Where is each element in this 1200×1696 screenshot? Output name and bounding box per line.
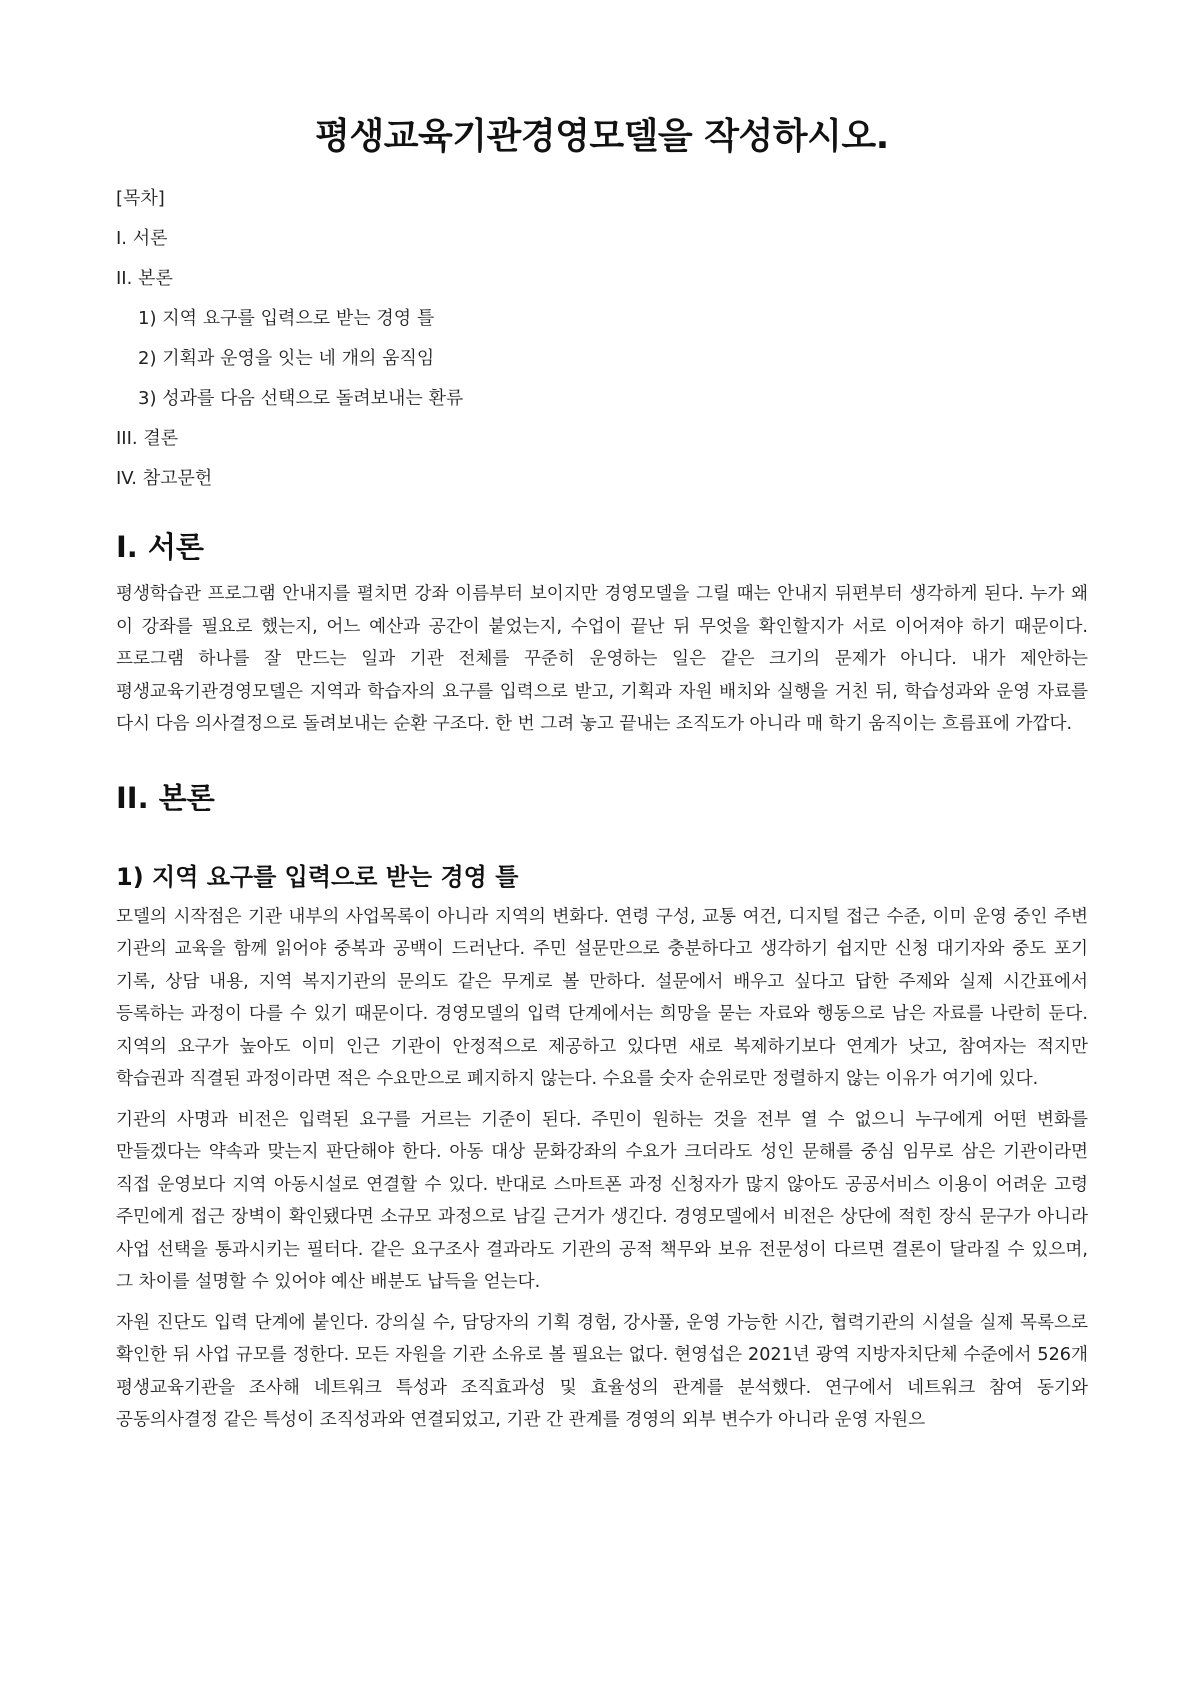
toc-item-section-2: 2) 기획과 운영을 잇는 네 개의 움직임 — [138, 348, 435, 369]
section-1-paragraph: 자원 진단도 입력 단계에 붙인다. 강의실 수, 담당자의 기획 경험, 강사풀, 운영 가능한 시간, 협력기관의 시설을 실제 목록으로 확인한 뒤 사업 규모를 정한다. 모든 자원을 기관 소유로 볼 필요는 없다. 현영섭은 2021년 광역 지방자치단체 수준에서 526개 평생교육기관을 조사해 네트워크 특성과 조직효과성 및 효율성의 관계를 분석했다. 연구에서 네트워크 참여 동기와 공동의사결정 같은 특성이 조직성과와 연결되었고, 기관 간 관계를 경영의 외부 변수가 아니라 운영 자원으 — [116, 1312, 1088, 1430]
toc-item-section-3: 3) 성과를 다음 선택으로 돌려보내는 환류 — [138, 388, 464, 409]
toc-heading: [목차] — [116, 188, 165, 209]
toc-item-references: IV. 참고문헌 — [116, 468, 213, 489]
section-1-paragraph: 기관의 사명과 비전은 입력된 요구를 거르는 기준이 된다. 주민이 원하는 것을 전부 열 수 없으니 누구에게 어떤 변화를 만들겠다는 약속과 맞는지 판단해야 한다. 아동 대상 문화강좌의 수요가 크더라도 성인 문해를 중심 임무로 삼은 기관이라면 직접 운영보다 지역 아동시설로 연결할 수 있다. 반대로 스마트폰 과정 신청자가 많지 않아도 공공서비스 이용이 어려운 고령 주민에게 접근 장벽이 확인됐다면 소규모 과정으로 남길 근거가 생긴다. 경영모델에서 비전은 상단에 적힌 장식 문구가 아니라 사업 선택을 통과시키는 필터다. 같은 요구조사 결과라도 기관의 공적 책무와 보유 전문성이 다르면 결론이 달라질 수 있으며, 그 차이를 설명할 수 있어야 예산 배분도 납득을 얻는다. — [116, 1109, 1088, 1292]
document-title: 평생교육기관경영모델을 작성하시오. — [315, 116, 889, 157]
toc-item-conclusion: III. 결론 — [116, 428, 179, 449]
toc-item-main-body: II. 본론 — [116, 268, 173, 289]
toc-item-introduction: I. 서론 — [116, 228, 168, 249]
section-1-paragraph: 모델의 시작점은 기관 내부의 사업목록이 아니라 지역의 변화다. 연령 구성, 교통 여건, 디지털 접근 수준, 이미 운영 중인 주변 기관의 교육을 함께 읽어야 중복과 공백이 드러난다. 주민 설문만으로 충분하다고 생각하기 쉽지만 신청 대기자와 중도 포기 기록, 상담 내용, 지역 복지기관의 문의도 같은 무게로 볼 만하다. 설문에서 배우고 싶다고 답한 주제와 실제 시간표에서 등록하는 과정이 다를 수 있기 때문이다. 경영모델의 입력 단계에서는 희망을 묻는 자료와 행동으로 남은 자료를 나란히 둔다. 지역의 요구가 높아도 이미 인근 기관이 안정적으로 제공하고 있다면 새로 복제하기보다 연계가 낫고, 참여자는 적지만 학습권과 직결된 과정이라면 적은 수요만으로 폐지하지 않는다. 수요를 숫자 순위로만 정렬하지 않는 이유가 여기에 있다. — [116, 906, 1088, 1089]
toc-item-section-1: 1) 지역 요구를 입력으로 받는 경영 틀 — [138, 308, 435, 329]
introduction-paragraph: 평생학습관 프로그램 안내지를 펼치면 강좌 이름부터 보이지만 경영모델을 그릴 때는 안내지 뒤편부터 생각하게 된다. 누가 왜 이 강좌를 필요로 했는지, 어느 예산과 공간이 붙었는지, 수업이 끝난 뒤 무엇을 확인할지가 서로 이어져야 하기 때문이다. 프로그램 하나를 잘 만드는 일과 기관 전체를 꾸준히 운영하는 일은 같은 크기의 문제가 아니다. 내가 제안하는 평생교육기관경영모델은 지역과 학습자의 요구를 입력으로 받고, 기획과 자원 배치와 실행을 거친 뒤, 학습성과와 운영 자료를 다시 다음 의사결정으로 돌려보내는 순환 구조다. 한 번 그려 놓고 끝내는 조직도가 아니라 매 학기 움직이는 흐름표에 가깝다. — [116, 584, 1088, 734]
table-of-contents — [116, 188, 1088, 490]
main-body-heading: II. 본론 — [116, 780, 215, 815]
introduction-heading: I. 서론 — [116, 530, 204, 564]
section-1-heading: 1) 지역 요구를 입력으로 받는 경영 틀 — [116, 862, 519, 891]
